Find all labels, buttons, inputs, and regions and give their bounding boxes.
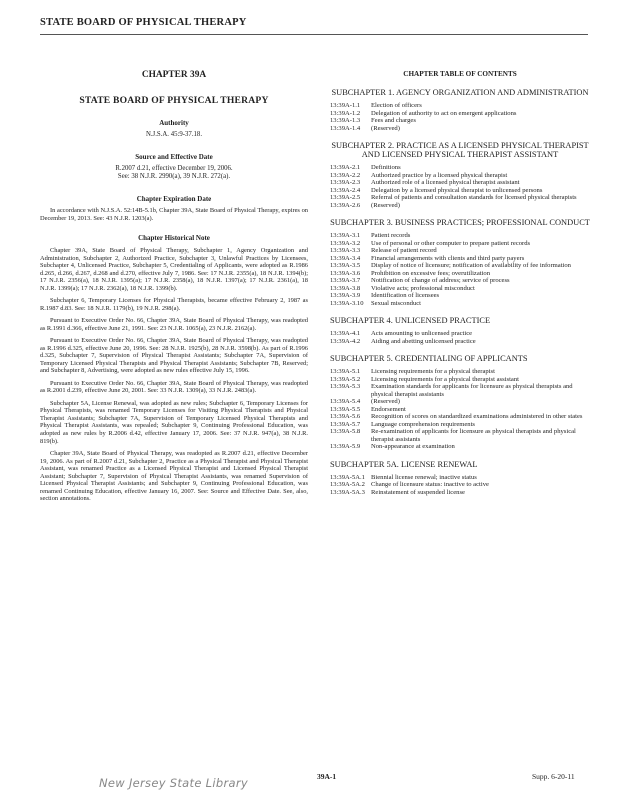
section-title: Licensing requirements for a physical therapist assistant [371, 375, 519, 383]
section-title: (Reserved) [371, 201, 400, 209]
section-title: Display of notice of licensure; notification of availability of fee information [371, 262, 571, 269]
toc-entry [330, 110, 590, 118]
toc-entry [330, 164, 590, 172]
section-title: Licensing requirements for a physical therapist [371, 368, 495, 375]
toc-entry [330, 285, 590, 293]
left-column [40, 70, 308, 508]
section-number: 13:39A-3.8 [330, 284, 361, 292]
subchapter-heading: SUBCHAPTER 3. BUSINESS PRACTICES; PROFESSIONAL CONDUCT [330, 218, 590, 227]
section-title: Referral of patients and consultation standards for licensed physical therapists [371, 194, 577, 201]
section-number: 13:39A-2.4 [330, 186, 361, 194]
section-number: 13:39A-3.1 [330, 232, 361, 239]
subchapter-heading: SUBCHAPTER 4. UNLICENSED PRACTICE [330, 316, 491, 325]
toc-entry [330, 262, 590, 270]
section-number: 13:39A-3.9 [330, 292, 361, 299]
section-title: (Reserved) [371, 398, 400, 405]
source-line: See: 38 N.J.R. 2990(a), 39 N.J.R. 272(a). [117, 173, 231, 180]
toc-entry [330, 270, 590, 278]
supplement-date: Supp. 6-20-11 [532, 772, 575, 781]
section-number: 13:39A-5.7 [330, 420, 361, 428]
section-title: Sexual misconduct [371, 299, 421, 307]
toc-entry [330, 406, 590, 414]
section-number: 13:39A-1.1 [330, 102, 361, 109]
section-number: 13:39A-5.4 [330, 398, 361, 405]
section-title: Language comprehension requirements [371, 420, 475, 428]
section-title: Endorsement [371, 405, 406, 413]
history-heading: Chapter Historical Note [138, 234, 210, 243]
toc-title: CHAPTER TABLE OF CONTENTS [403, 70, 517, 78]
subchapter-heading: SUBCHAPTER 5A. LICENSE RENEWAL [330, 459, 478, 469]
section-title: (Reserved) [371, 124, 400, 132]
section-title: Release of patient record [371, 247, 437, 254]
section-number: 13:39A-3.6 [330, 269, 361, 277]
section-number: 13:39A-3.2 [330, 239, 361, 247]
section-title: Authorized practice by a licensed physical therapist [371, 171, 508, 179]
toc-entry [330, 125, 590, 133]
section-title: Reinstatement of suspended license [371, 488, 465, 496]
toc-entry [330, 368, 590, 376]
section-number: 13:39A-5A.1 [330, 473, 365, 481]
section-title: Re-examination of applicants for licensure as physical therapists and physical therapist assistants [371, 428, 576, 443]
source-lines [40, 165, 308, 181]
toc-entry [330, 474, 590, 482]
section-number: 13:39A-1.3 [330, 117, 361, 124]
section-title: Authorized role of a licensed physical therapist assistant [371, 179, 520, 186]
section-title: Non-appearance at examination [371, 443, 455, 450]
section-number: 13:39A-5A.2 [330, 481, 365, 488]
history-paragraph: Chapter 39A, State Board of Physical Therapy, Subchapter 1, Agency Organization and Administration, Subchapter 2, Authorized Practice, Subchapter 3, Unlawful Practices by Licensees, Subchapter 4, Unlicensed Practice, Subchapter 5, Credentialing of Applicants, were adopted as R.1986 d.265, d.266, d.267, d.268 and d.270, effective July 7, 1986. See: 17 N.J.R. 2355(a), 18 N.J.R. 1394(b); 17 N.J.R. 2356(a), 18 N.J.R. 1395(a); 17 N.J.R. 2358(a), 18 N.J.R. 1397(a); 17 N.J.R. 2361(a), 18 N.J.R. 1399(a); 17 N.J.R. 2362(a), 18 N.J.R. 1399(b). [40, 247, 308, 292]
toc-entry [330, 292, 590, 300]
authority-text: N.J.S.A. 45:9-37.18. [145, 131, 203, 138]
header-rule [40, 34, 588, 35]
section-title: Financial arrangements with clients and third party payers [371, 254, 525, 262]
source-heading: Source and Effective Date [135, 153, 213, 161]
section-title: Change of licensure status: inactive to active [371, 481, 489, 488]
history-paragraph: Subchapter 5A, License Renewal, was adopted as new rules; Subchapter 6, Temporary Licenses for Physical Therapists, was renamed Temporary Licenses for Visiting Physical Therapists and Physical Therapist Assistants; Subchapter 7A, Supervision of Temporary Licensed Physical Therapists and Physical Therapist Assistants, was repealed; Subchapter 9, Continuing Professional Education, was adopted as new rules by R.2006 d.42, effective January 17, 2006. See: 37 N.J.R. 947(a), 38 N.J.R. 819(b). [40, 399, 308, 445]
toc-entry [330, 277, 590, 285]
section-number: 13:39A-2.2 [330, 171, 361, 179]
section-number: 13:39A-2.5 [330, 194, 361, 201]
page-number: 39A-1 [317, 772, 337, 781]
history-paragraph: Subchapter 6, Temporary Licenses for Physical Therapists, became effective February 2, 1987 as R.1987 d.83. See: 18 N.J.R. 1179(b), 19 N.J.R. 298(a). [40, 297, 308, 312]
subchapter-heading: SUBCHAPTER 1. AGENCY ORGANIZATION AND ADMINISTRATION [331, 88, 589, 97]
section-number: 13:39A-4.2 [330, 337, 361, 345]
section-number: 13:39A-3.10 [330, 299, 364, 307]
section-title: Biennial license renewal; inactive status [371, 473, 477, 481]
toc-entry [330, 187, 590, 195]
toc-entry [330, 202, 590, 210]
section-title: Acts amounting to unlicensed practice [371, 330, 473, 337]
section-title: Examination standards for applicants for licensure as physical therapists and physical therapist assistants [371, 383, 573, 398]
section-number: 13:39A-3.5 [330, 262, 361, 269]
toc-entry [330, 421, 590, 429]
section-number: 13:39A-2.1 [330, 164, 361, 171]
section-title: Fees and charges [371, 117, 416, 124]
history-paragraph: Pursuant to Executive Order No. 66, Chapter 39A, State Board of Physical Therapy, was readopted as R.2001 d.239, effective June 20, 2001. See: 33 N.J.R. 1309(a), 33 N.J.R. 2483(a). [40, 379, 308, 395]
section-number: 13:39A-5.8 [330, 428, 361, 435]
section-title: Notification of change of address; service of process [371, 277, 510, 284]
history-paragraph: Pursuant to Executive Order No. 66, Chapter 39A, State Board of Physical Therapy, was readopted as R.1991 d.366, effective June 21, 1991. See: 23 N.J.R. 1065(a), 23 N.J.R. 2162(a). [40, 317, 308, 332]
history-paragraph: Chapter 39A, State Board of Physical Therapy, was readopted as R.2007 d.21, effective December 19, 2006. As part of R.2007 d.21, Subchapter 2, Practice as a Physical Therapist and Physical Therapist Assistant, was renamed Practice as a Licensed Physical Therapist and Licensed Physical Therapist Assistant; Subchapter 7, Supervision of Physical Therapist Assistants, was renamed Supervision of Licensed Physical Therapist Assistants; and Subchapter 9, Continuing Professional Education, was renamed Continuing Education, effective January 16, 2007. See: Source and Effective Date. See, also, section annotations. [40, 450, 308, 503]
toc-entry [330, 489, 590, 497]
table-of-contents [330, 70, 590, 496]
running-header: STATE BOARD OF PHYSICAL THERAPY [40, 17, 247, 28]
section-title: Definitions [371, 164, 401, 171]
toc-body [330, 88, 590, 496]
toc-entry [330, 300, 590, 308]
chapter-name: STATE BOARD OF PHYSICAL THERAPY [79, 95, 269, 106]
toc-entry [330, 481, 590, 489]
section-title: Prohibition on excessive fees; overutilization [371, 269, 491, 277]
section-number: 13:39A-2.6 [330, 201, 361, 209]
section-number: 13:39A-5.1 [330, 368, 361, 375]
chapter-number: CHAPTER 39A [141, 70, 207, 80]
section-number: 13:39A-5.6 [330, 413, 361, 420]
toc-entry [330, 383, 590, 398]
toc-entry [330, 376, 590, 384]
history-paragraph: Pursuant to Executive Order No. 66, Chapter 39A, State Board of Physical Therapy, was readopted as R.1996 d.325, effective June 20, 1996. See: 28 N.J.R. 1925(b), 28 N.J.R. 3598(b). As part of R.1996 d.325, Subchapter 7, Supervision of Physical Therapist Assistants; Subchapter 7A, Supervision of Temporary Licensed Physical Therapists and Physical Therapist Assistants; Subchapter 7B, Reserved; and Subchapter 8, Advertising, were adopted as new rules effective July 15, 1996. [40, 337, 308, 375]
expiration-heading: Chapter Expiration Date [136, 195, 212, 203]
section-number: 13:39A-5.9 [330, 443, 361, 450]
authority-heading: Authority [159, 119, 189, 127]
section-title: Delegation of authority to act on emergent applications [371, 109, 517, 117]
section-title: Use of personal or other computer to prepare patient records [371, 239, 531, 247]
section-number: 13:39A-4.1 [330, 330, 361, 337]
library-watermark: New Jersey State Library [99, 776, 248, 790]
section-title: Recognition of scores on standardized examinations administered in other states [371, 413, 583, 420]
section-number: 13:39A-1.4 [330, 124, 361, 132]
section-number: 13:39A-3.3 [330, 247, 361, 254]
toc-entry [330, 330, 590, 338]
toc-entry [330, 338, 590, 346]
toc-entry [330, 232, 590, 240]
toc-entry [330, 443, 590, 451]
source-line: R.2007 d.21, effective December 19, 2006. [115, 165, 233, 172]
section-number: 13:39A-1.2 [330, 109, 361, 117]
toc-entry [330, 194, 590, 202]
expiration-text: In accordance with N.J.S.A. 52:14B-5.1b, Chapter 39A, State Board of Physical Therapy, expires on December 19, 2013. See: 43 N.J.R. 1203(a). [40, 207, 308, 222]
section-number: 13:39A-2.3 [330, 179, 361, 186]
toc-entry [330, 240, 590, 248]
section-number: 13:39A-5.3 [330, 383, 361, 390]
subchapter-heading: SUBCHAPTER 2. PRACTICE AS A LICENSED PHYSICAL THERAPIST AND LICENSED PHYSICAL THERAPIST ASSISTANT [331, 141, 589, 159]
section-number: 13:39A-5.2 [330, 375, 361, 383]
toc-entry [330, 247, 590, 255]
section-number: 13:39A-3.7 [330, 277, 361, 284]
section-number: 13:39A-5.5 [330, 405, 361, 413]
section-title: Identification of licensees [371, 292, 440, 299]
section-title: Patient records [371, 232, 411, 239]
toc-entry [330, 117, 590, 125]
toc-entry [330, 172, 590, 180]
section-title: Election of officers [371, 102, 422, 109]
toc-entry [330, 179, 590, 187]
toc-entry [330, 255, 590, 263]
section-title: Aiding and abetting unlicensed practice [371, 337, 476, 345]
section-number: 13:39A-3.4 [330, 254, 361, 262]
toc-entry [330, 428, 590, 443]
toc-entry [330, 413, 590, 421]
section-title: Violative acts; professional misconduct [371, 284, 475, 292]
subchapter-heading: SUBCHAPTER 5. CREDENTIALING OF APPLICANTS [330, 354, 528, 363]
toc-entry [330, 102, 590, 110]
section-number: 13:39A-5A.3 [330, 488, 365, 496]
toc-entry [330, 398, 590, 406]
section-title: Delegation by a licensed physical therapist to unlicensed persons [371, 186, 543, 194]
